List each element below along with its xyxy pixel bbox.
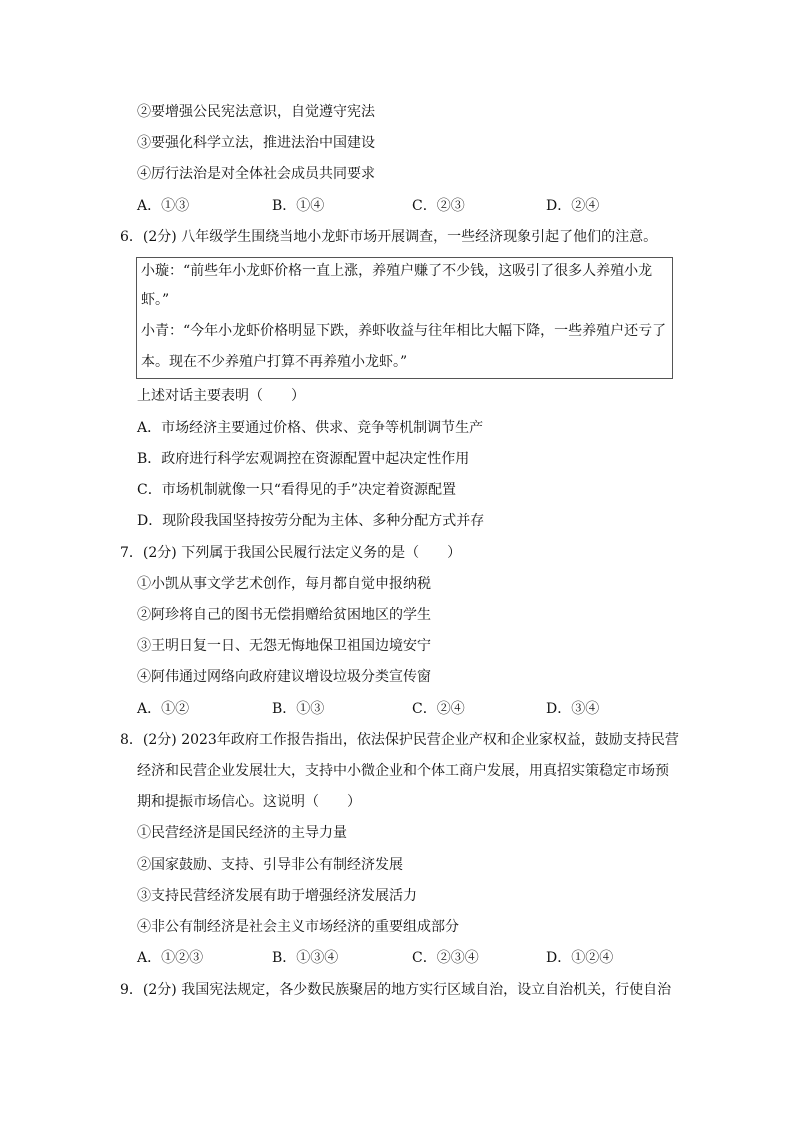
statement-3: ③要强化科学立法，推进法治中国建设	[137, 135, 375, 151]
option-c: C．市场机制就像一只“看得见的手”决定着资源配置	[137, 482, 457, 498]
option-a: A．①②	[137, 701, 190, 717]
statement-4: ④非公有制经济是社会主义市场经济的重要组成部分	[137, 919, 459, 935]
dialogue-line: 本。现在不少养殖户打算不再养殖小龙虾。”	[141, 354, 408, 370]
question-8-stem-line: 经济和民营企业发展壮大，支持中小微企业和个体工商户发展，用真招实策稳定市场预	[137, 763, 669, 779]
question-8-stem-line: 期和提振市场信心。这说明（ ）	[137, 794, 361, 810]
option-a: A．①②③	[137, 950, 204, 966]
option-a: A．①③	[137, 198, 190, 214]
statement-1: ①小凯从事文学艺术创作，每月都自觉申报纳税	[137, 576, 431, 592]
option-b: B．①④	[272, 198, 325, 214]
dialogue-line: 虾。”	[141, 292, 170, 308]
option-b: B．①③	[272, 701, 325, 717]
statement-4: ④厉行法治是对全体社会成员共同要求	[137, 166, 375, 182]
option-c: C．②③④	[412, 950, 479, 966]
statement-4: ④阿伟通过网络向政府建议增设垃圾分类宣传窗	[137, 669, 431, 685]
option-a: A．市场经济主要通过价格、供求、竞争等机制调节生产	[137, 420, 484, 436]
statement-3: ③支持民营经济发展有助于增强经济发展活力	[137, 888, 417, 904]
statement-1: ①民营经济是国民经济的主导力量	[137, 825, 347, 841]
option-b: B．①③④	[272, 950, 339, 966]
option-d: D．①②④	[546, 950, 614, 966]
dialogue-line: 小青：“今年小龙虾价格明显下跌，养虾收益与往年相比大幅下降，一些养殖户还亏了	[141, 323, 667, 339]
statement-3: ③王明日复一日、无怨无悔地保卫祖国边境安宁	[137, 638, 431, 654]
option-c: C．②③	[412, 198, 465, 214]
statement-2: ②国家鼓励、支持、引导非公有制经济发展	[137, 857, 403, 873]
question-7-stem: 7．(2分) 下列属于我国公民履行法定义务的是（ ）	[120, 545, 462, 561]
dialogue-box	[136, 257, 673, 379]
option-d: D．③④	[546, 701, 600, 717]
dialogue-line: 小璇：“前些年小龙虾价格一直上涨，养殖户赚了不少钱，这吸引了很多人养殖小龙	[141, 263, 653, 279]
option-b: B．政府进行科学宏观调控在资源配置中起决定性作用	[137, 451, 470, 467]
option-d: D．②④	[546, 198, 600, 214]
option-d: D．现阶段我国坚持按劳分配为主体、多种分配方式并存	[137, 513, 485, 529]
question-6-stem: 6．(2分) 八年级学生围绕当地小龙虾市场开展调查，一些经济现象引起了他们的注意。	[120, 229, 658, 245]
question-9-stem: 9．(2分) 我国宪法规定，各少数民族聚居的地方实行区域自治，设立自治机关，行使自治	[120, 982, 672, 998]
statement-2: ②阿珍将自己的图书无偿捐赠给贫困地区的学生	[137, 607, 431, 623]
option-c: C．②④	[412, 701, 465, 717]
question-8-stem: 8．(2分) 2023年政府工作报告指出，依法保护民营企业产权和企业家权益，鼓励支持民营	[120, 732, 679, 748]
statement-2: ②要增强公民宪法意识，自觉遵守宪法	[137, 104, 375, 120]
question-6-prompt: 上述对话主要表明（ ）	[137, 388, 305, 404]
